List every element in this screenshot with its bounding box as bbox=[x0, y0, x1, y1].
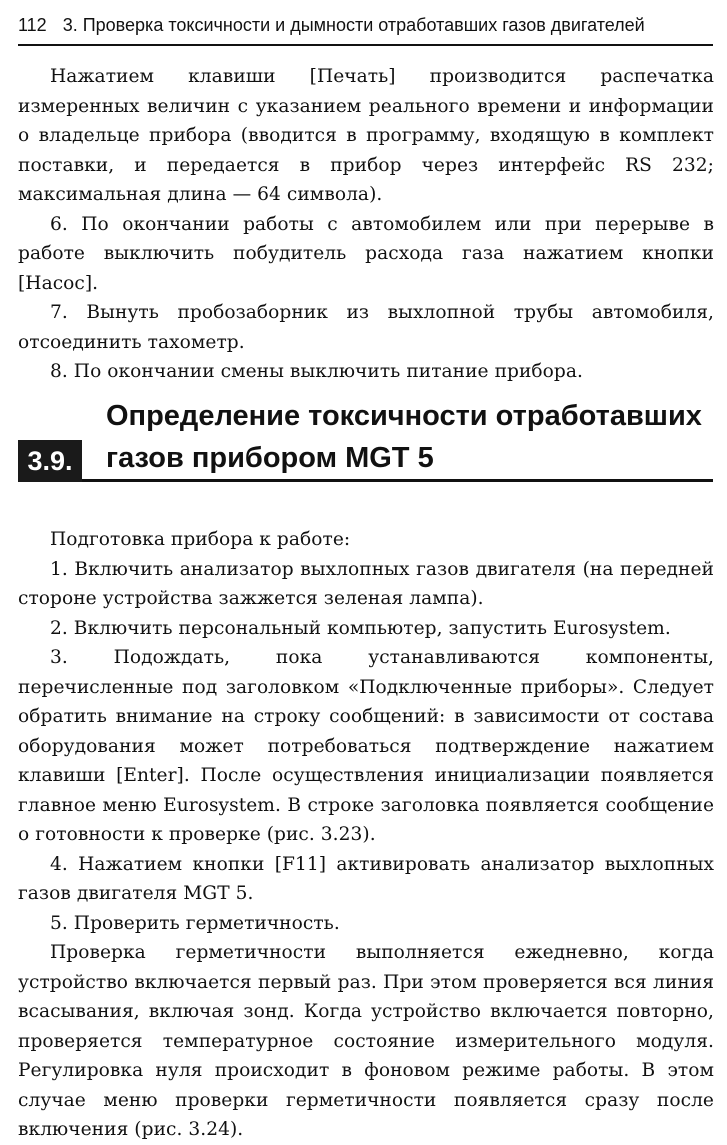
paragraph: Проверка герметичности выполняется ежедневно, когда устройство включается первый раз. При этом проверяется вся линия всасывания, включая зонд. Когда устройство включается повторно, проверяется температурное состояние измерительного модуля. Регулировка нуля происходит в фоновом режиме работы. В этом случае меню проверки герметичности появляется сразу после включения (рис. 3.24). bbox=[18, 942, 714, 1140]
paragraph: 5. Проверить герметичность. bbox=[50, 912, 340, 934]
running-head bbox=[18, 10, 713, 46]
section-heading bbox=[18, 393, 713, 485]
paragraph: 3. Подождать, пока устанавливаются компоненты, перечисленные под заголовком «Подключенные приборы». Следует обратить внимание на строку сообщений: в зависимости от состава оборудования может потребоваться подтверждение нажатием клавиши [Enter]. После осуществления инициализации появляется главное меню Eurosystem. В строке заголовка появляется сообщение о готовности к проверке (рис. 3.23). bbox=[18, 647, 714, 845]
paragraph: Нажатием клавиши [Печать] производится распечатка измеренных величин с указанием реального времени и информации о владельце прибора (вводится в программу, входящую в комплект поставки, и передается в прибор через интерфейс RS 232; максимальная длина — 64 символа). bbox=[18, 66, 714, 205]
paragraph: 4. Нажатием кнопки [F11] активировать анализатор выхлопных газов двигателя MGT 5. bbox=[18, 853, 714, 904]
paragraph: 6. По окончании работы с автомобилем или при перерыве в работе выключить побудитель расхода газа нажатием кнопки [Насос]. bbox=[18, 213, 714, 294]
paragraph: 1. Включить анализатор выхлопных газов двигателя (на передней стороне устройства зажжется зеленая лампа). bbox=[18, 558, 714, 609]
section-title-line: газов прибором MGT 5 bbox=[106, 442, 434, 474]
section-number-badge: 3.9. bbox=[18, 440, 82, 482]
paragraph: 8. По окончании смены выключить питание прибора. bbox=[50, 361, 583, 382]
page-number: 112 bbox=[18, 15, 47, 35]
paragraph: Подготовка прибора к работе: bbox=[50, 529, 351, 550]
paragraph: 2. Включить персональный компьютер, запустить Eurosystem. bbox=[50, 617, 671, 639]
paragraph: 7. Вынуть пробозаборник из выхлопной трубы автомобиля, отсоединить тахометр. bbox=[18, 302, 714, 353]
text-block-top bbox=[18, 62, 714, 387]
chapter-title: 3. Проверка токсичности и дымности отработавших газов двигателей bbox=[62, 15, 645, 35]
section-underline bbox=[82, 479, 713, 482]
section-title bbox=[106, 395, 713, 479]
text-block-main bbox=[18, 525, 714, 1145]
section-title-line: Определение токсичности отработавших bbox=[106, 400, 702, 432]
